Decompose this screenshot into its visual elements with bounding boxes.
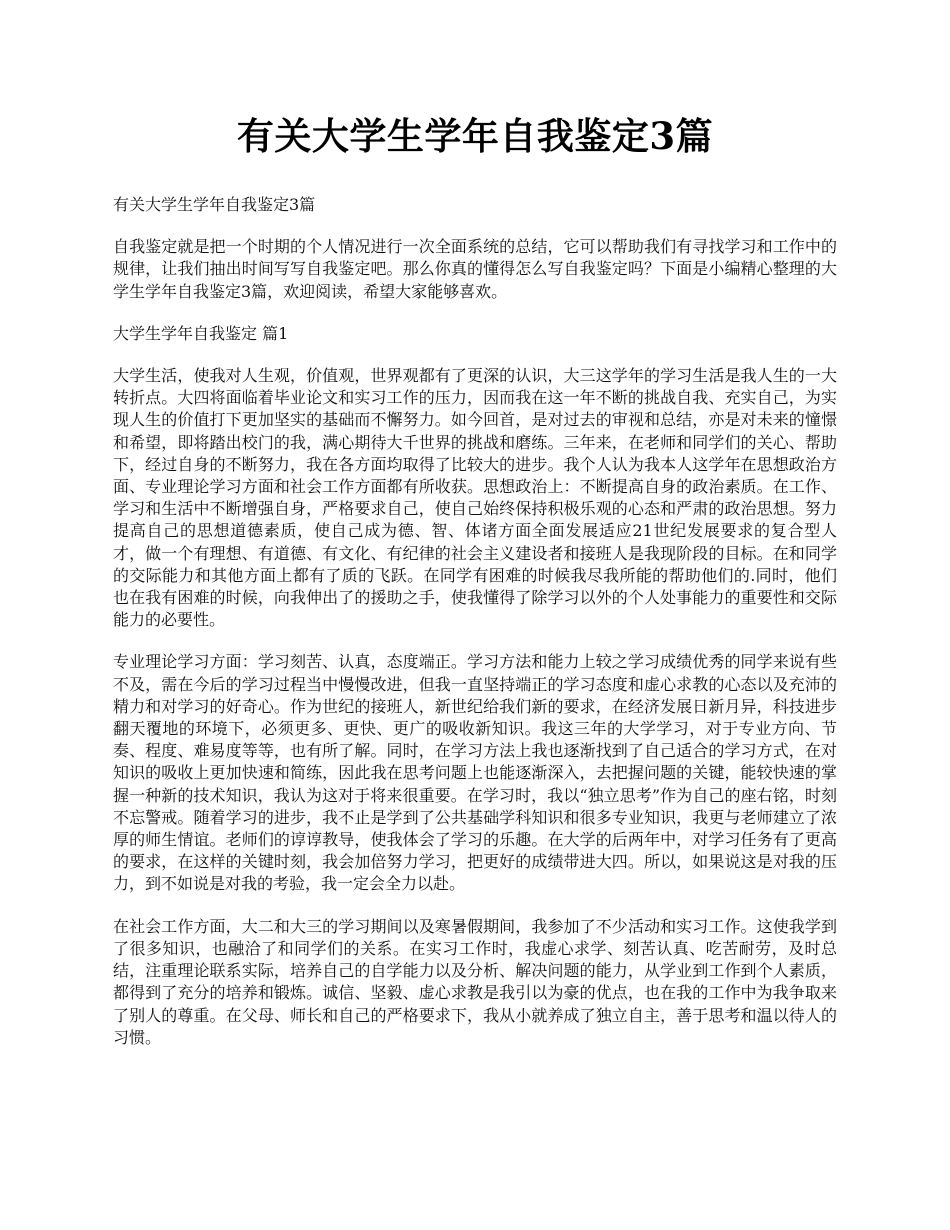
- document-title: 有关大学生学年自我鉴定3篇: [236, 114, 714, 158]
- intro-paragraph: 自我鉴定就是把一个时期的个人情况进行一次全面系统的总结，它可以帮助我们有寻找学习和工作中的规律，让我们抽出时间写写自我鉴定吧。那么你真的懂得怎么写自我鉴定吗？下面是小编精心整理的大学生学年自我鉴定3篇，欢迎阅读，希望大家能够喜欢。: [113, 237, 837, 301]
- body-paragraph: 大学生活，使我对人生观，价值观，世界观都有了更深的认识，大三这学年的学习生活是我人生的一大转折点。大四将面临着毕业论文和实习工作的压力，因而我在这一年不断的挑战自我、充实自己，为实现人生的价值打下更加坚实的基础而不懈努力。如今回首，是对过去的审视和总结，亦是对未来的憧憬和希望，即将踏出校门的我，满心期待大千世界的挑战和磨练。三年来，在老师和同学们的关心、帮助下，经过自身的不断努力，我在各方面均取得了比较大的进步。我个人认为我本人这学年在思想政治方面、专业理论学习方面和社会工作方面都有所收获。思想政治上：不断提高自身的政治素质。在工作、学习和生活中不断增强自身，严格要求自己，使自己始终保持积极乐观的心态和严肃的政治思想。努力提高自己的思想道德素质，使自己成为德、智、体诸方面全面发展适应21世纪发展要求的复合型人才，做一个有理想、有道德、有文化、有纪律的社会主义建设者和接班人是我现阶段的目标。在和同学的交际能力和其他方面上都有了质的飞跃。在同学有困难的时候我尽我所能的帮助他们的.同时，他们也在我有困难的时候，向我伸出了的援助之手，使我懂得了除学习以外的个人处事能力的重要性和交际能力的必要性。: [113, 366, 837, 630]
- body-paragraph: 专业理论学习方面：学习刻苦、认真，态度端正。学习方法和能力上较之学习成绩优秀的同学来说有些不及，需在今后的学习过程当中慢慢改进，但我一直坚持端正的学习态度和虚心求教的心态以及充沛的精力和对学习的好奇心。作为世纪的接班人，新世纪给我们新的要求，在经济发展日新月异，科技进步翻天覆地的环境下，必须更多、更快、更广的吸收新知识。我这三年的大学学习，对于专业方向、节奏、程度、难易度等等，也有所了解。同时，在学习方法上我也逐渐找到了自己适合的学习方式，在对知识的吸收上更加快速和简练，因此我在思考问题上也能逐渐深入，去把握问题的关键，能较快速的掌握一种新的技术知识，我认为这对于将来很重要。在学习时，我以“独立思考”作为自己的座右铭，时刻不忘警戒。随着学习的进步，我不止是学到了公共基础学科知识和很多专业知识，我更与老师建立了浓厚的师生情谊。老师们的谆谆教导，使我体会了学习的乐趣。在大学的后两年中，对学习任务有了更高的要求，在这样的关键时刻，我会加倍努力学习，把更好的成绩带进大四。所以，如果说这是对我的压力，到不如说是对我的考验，我一定会全力以赴。: [113, 652, 837, 894]
- body-paragraph: 在社会工作方面，大二和大三的学习期间以及寒暑假期间，我参加了不少活动和实习工作。这使我学到了很多知识，也融洽了和同学们的关系。在实习工作时，我虚心求学、刻苦认真、吃苦耐劳，及时总结，注重理论联系实际，培养自己的自学能力以及分析、解决问题的能力，从学业到工作到个人素质，都得到了充分的培养和锻炼。诚信、坚毅、虚心求教是我引以为豪的优点，也在我的工作中为我争取来了别人的尊重。在父母、师长和自己的严格要求下，我从小就养成了独立自主，善于思考和温以待人的习惯。: [113, 916, 837, 1047]
- section-heading: 大学生学年自我鉴定 篇1: [113, 323, 289, 343]
- document-subtitle: 有关大学生学年自我鉴定3篇: [113, 195, 316, 214]
